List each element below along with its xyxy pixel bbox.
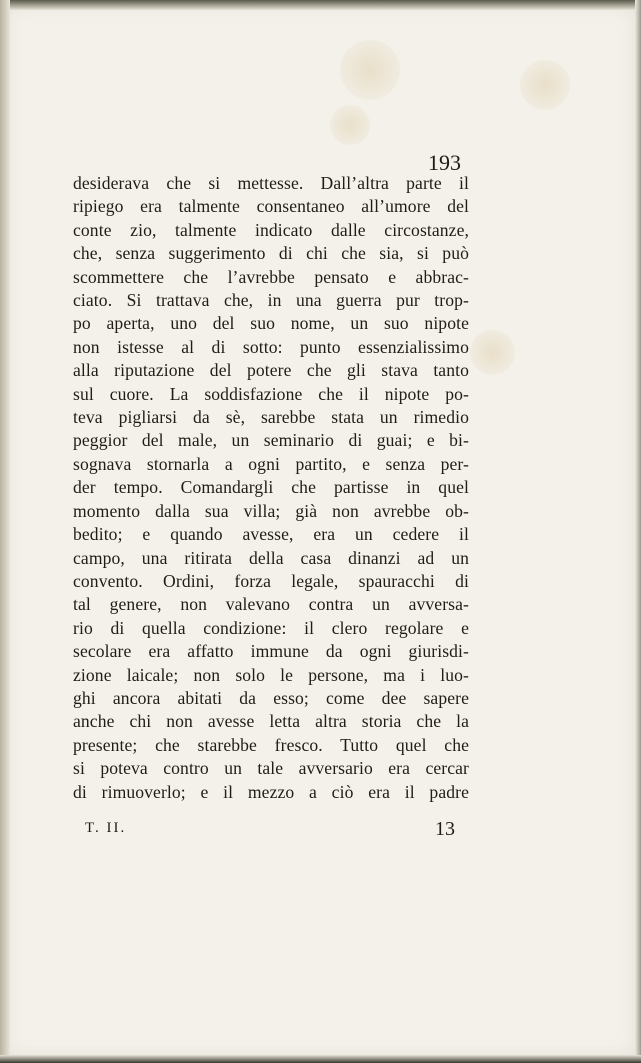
text-line: sul cuore. La soddisfazione che il nipote po-: [73, 383, 469, 404]
text-line: tal genere, non valevano contra un avversa-: [73, 594, 469, 615]
text-line: scommettere che l’avrebbe pensato e abbrac-: [73, 266, 469, 287]
gathering-signature: 13: [435, 818, 455, 840]
text-line: der tempo. Comandargli che partisse in quel: [73, 477, 469, 498]
foxing-stain: [340, 40, 400, 100]
foxing-stain: [330, 105, 370, 145]
text-line: peggior del male, un seminario di guai; e bi-: [73, 430, 469, 451]
text-line: po aperta, uno del suo nome, un suo nipote: [73, 313, 469, 334]
text-line: secolare era affatto immune da ogni giurisdi-: [73, 641, 469, 662]
text-line: si poteva contro un tale avversario era cercar: [73, 758, 469, 779]
text-line: rio di quella condizione: il clero regolare e: [73, 617, 469, 638]
text-line: desiderava che si mettesse. Dall’altra parte il: [73, 173, 469, 193]
text-line: che, senza suggerimento di chi che sia, si può: [73, 243, 469, 264]
text-line: campo, una ritirata della casa dinanzi ad un: [73, 547, 469, 568]
text-line: ripiego era talmente consentaneo all’umore del: [73, 196, 469, 217]
text-line: sognava stornarla a ogni partito, e senza per-: [73, 453, 469, 474]
text-line: non istesse al di sotto: punto essenzialissimo: [73, 336, 469, 357]
text-line: convento. Ordini, forza legale, spauracchi di: [73, 570, 469, 591]
page-footer: [73, 818, 469, 844]
page-top-edge: [0, 0, 641, 10]
page-right-edge: [635, 0, 641, 1063]
text-line: presente; che starebbe fresco. Tutto quel che: [73, 734, 469, 755]
text-line: anche chi non avesse letta altra storia che la: [73, 711, 469, 732]
text-line: teva pigliarsi da sè, sarebbe stata un rimedio: [73, 407, 469, 428]
page-left-edge: [0, 0, 10, 1063]
foxing-stain: [470, 330, 515, 375]
text-line: ciato. Si trattava che, in una guerra pur trop-: [73, 290, 469, 311]
page-number: 193: [428, 150, 461, 175]
page-bottom-edge: [0, 1055, 641, 1063]
text-line: conte zio, talmente indicato dalle circostanze,: [73, 219, 469, 240]
text-line: bedito; e quando avesse, era un cedere il: [73, 524, 469, 545]
foxing-stain: [520, 60, 570, 110]
text-line: ghi ancora abitati da esso; come dee sapere: [73, 687, 469, 708]
text-line: momento dalla sua villa; già non avrebbe ob-: [73, 500, 469, 521]
text-line: di rimuoverlo; e il mezzo a ciò era il padre: [73, 781, 469, 802]
volume-signature: T. II.: [85, 820, 127, 836]
body-text: [73, 172, 469, 804]
text-line: alla riputazione del potere che gli stava tanto: [73, 360, 469, 381]
text-line: zione laicale; non solo le persone, ma i luo-: [73, 664, 469, 685]
